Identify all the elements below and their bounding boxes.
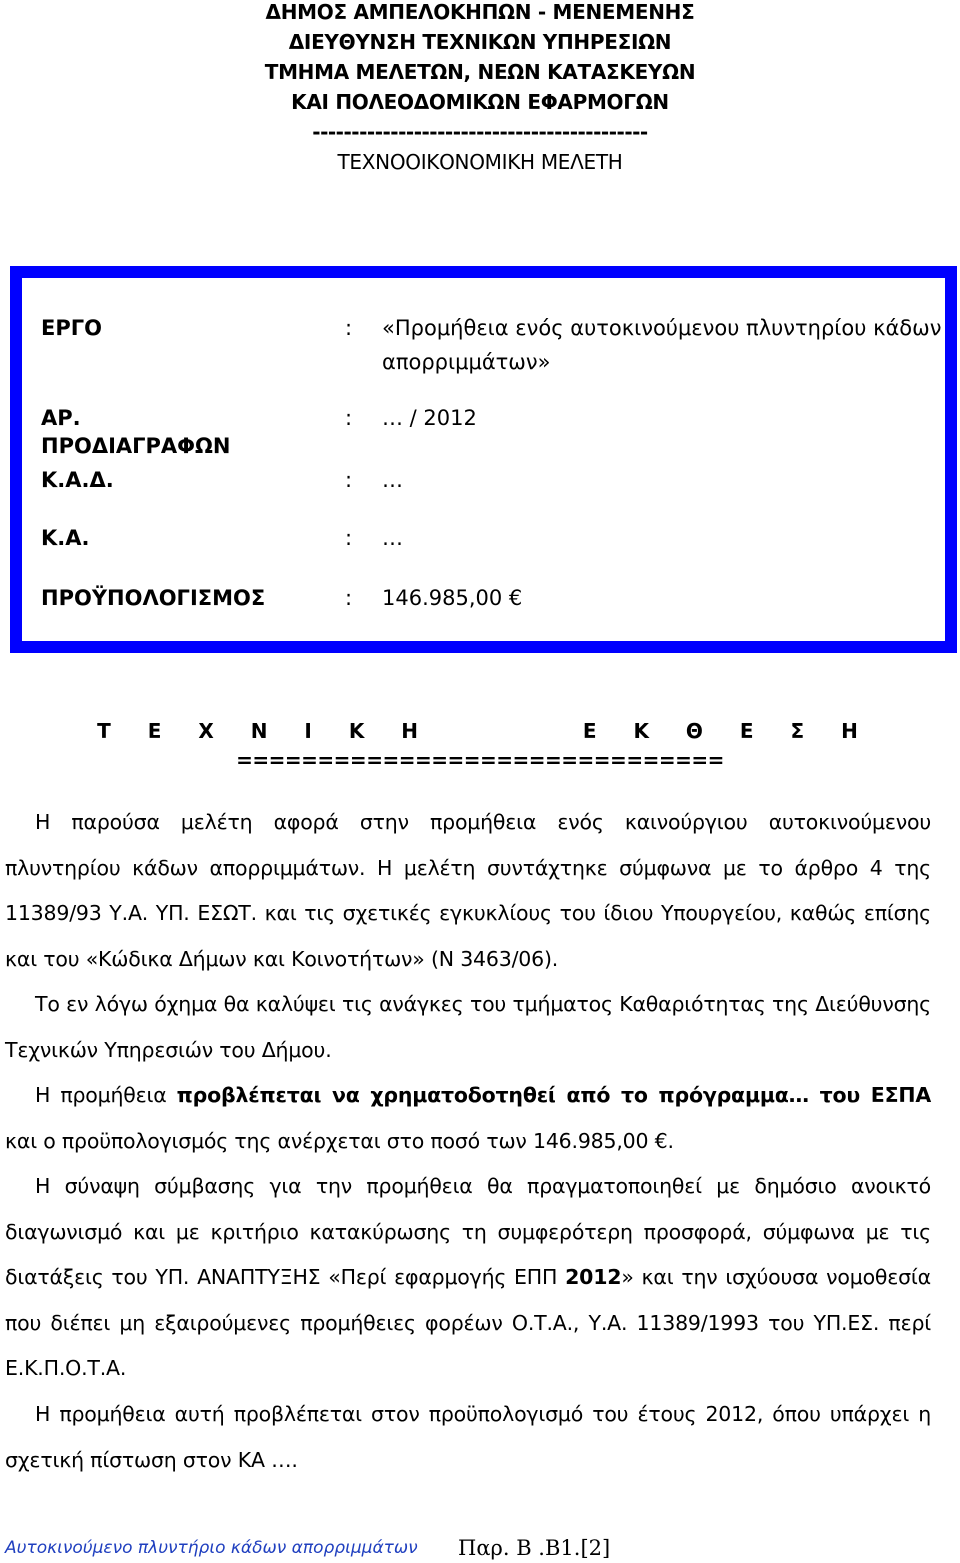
paragraph-text: » και την ισχύουσα νομοθεσία που διέπει μη εξαιρούμενες προμήθειες φορέων Ο.Τ.Α., Υ.Α. 11389/1993 του ΥΠ.ΕΣ. περί Ε.Κ.Π.Ο.Τ.Α. <box>5 1265 931 1380</box>
info-label: ΠΡΟΫΠΟΛΟΓΙΣΜΟΣ <box>41 586 266 610</box>
report-title: Τ Ε Χ Ν Ι Κ Η Ε Κ Θ Ε Σ Η <box>97 719 863 743</box>
header-separator: ------------------------------------------- <box>312 120 648 144</box>
paragraph-text: και ο προϋπολογισμός της ανέρχεται στο ποσό των 146.985,00 €. <box>5 1128 674 1153</box>
paragraph-text: Η προμήθεια <box>35 1083 177 1107</box>
municipality-name: ΔΗΜΟΣ ΑΜΠΕΛΟΚΗΠΩΝ - ΜΕΝΕΜΕΝΗΣ <box>265 0 695 24</box>
info-label: ΑΡ. ΠΡΟΔΙΑΓΡΑΦΩΝ <box>41 406 231 458</box>
info-value: 146.985,00 € <box>382 586 523 610</box>
document-header <box>0 0 960 177</box>
info-value: … / 2012 <box>382 406 477 430</box>
paragraph-text: Η σύναψη σύμβασης για την προμήθεια θα πραγματοποιηθεί με δημόσιο ανοικτό διαγωνισμό και με κριτήριο κατακύρωσης τη συμφερότερη προσφορά, σύμφωνα με τις διατάξεις του ΥΠ. ΑΝΑΠΤΥΞΗΣ «Περί εφαρμογής ΕΠΠ <box>5 1174 931 1289</box>
paragraph-5 <box>5 1392 931 1483</box>
paragraph-4 <box>5 1164 931 1392</box>
info-colon: : <box>345 406 353 430</box>
info-value: … <box>382 468 403 492</box>
paragraph-text: Η προμήθεια αυτή προβλέπεται στον προϋπολογισμό του έτους 2012, όπου υπάρχει η σχετική πίστωση στον ΚΑ …. <box>5 1402 931 1472</box>
directorate-name: ΔΙΕΥΘΥΝΣΗ ΤΕΧΝΙΚΩΝ ΥΠΗΡΕΣΙΩΝ <box>288 30 672 54</box>
info-colon: : <box>345 468 353 492</box>
study-type: ΤΕΧΝΟΟΙΚΟΝΟΜΙΚΗ ΜΕΛΕΤΗ <box>337 150 623 174</box>
paragraph-text: Η παρούσα μελέτη αφορά στην προμήθεια ενός καινούργιου αυτοκινούμενου πλυντηρίου κάδων απορριμμάτων. Η μελέτη συντάχτηκε σύμφωνα με το άρθρο 4 της 11389/93 Υ.Α. ΥΠ. ΕΣΩΤ. και τις σχετικές εγκυκλίους του ίδιου Υπουργείου, καθώς επίσης και του «Κώδικα Δήμων και Κοινοτήτων» (Ν 3463/06). <box>5 810 931 971</box>
info-colon: : <box>345 586 353 610</box>
title-underline: ============================== <box>236 748 724 772</box>
funding-emphasis: προβλέπεται να χρηματοδοτηθεί από το πρόγραμμα… του ΕΣΠΑ <box>176 1083 931 1107</box>
paragraph-text: Το εν λόγω όχημα θα καλύψει τις ανάγκες του τμήματος Καθαριότητας της Διεύθυνσης Τεχνικών Υπηρεσιών του Δήμου. <box>5 992 931 1062</box>
page-reference: Παρ. Β .Β1.[2] <box>458 1536 611 1560</box>
info-label: ΕΡΓΟ <box>41 316 102 340</box>
department-name-cont: ΚΑΙ ΠΟΛΕΟΔΟΜΙΚΩΝ ΕΦΑΡΜΟΓΩΝ <box>291 90 669 114</box>
info-value: «Προμήθεια ενός αυτοκινούμενου πλυντηρίου κάδων απορριμμάτων» <box>382 316 942 374</box>
info-value: … <box>382 526 403 550</box>
report-title-block <box>0 716 960 774</box>
department-name: ΤΜΗΜΑ ΜΕΛΕΤΩΝ, ΝΕΩΝ ΚΑΤΑΣΚΕΥΩΝ <box>264 60 696 84</box>
paragraph-1 <box>5 800 931 982</box>
paragraph-2 <box>5 982 931 1073</box>
info-colon: : <box>345 526 353 550</box>
footer-title: Αυτοκινούμενο πλυντήριο κάδων απορριμμάτων <box>5 1538 418 1558</box>
info-label: Κ.Α.Δ. <box>41 468 114 492</box>
paragraph-3 <box>5 1073 931 1164</box>
info-colon: : <box>345 316 353 340</box>
project-info-box <box>10 266 957 653</box>
year-emphasis: 2012 <box>565 1265 622 1289</box>
info-label: Κ.Α. <box>41 526 90 550</box>
